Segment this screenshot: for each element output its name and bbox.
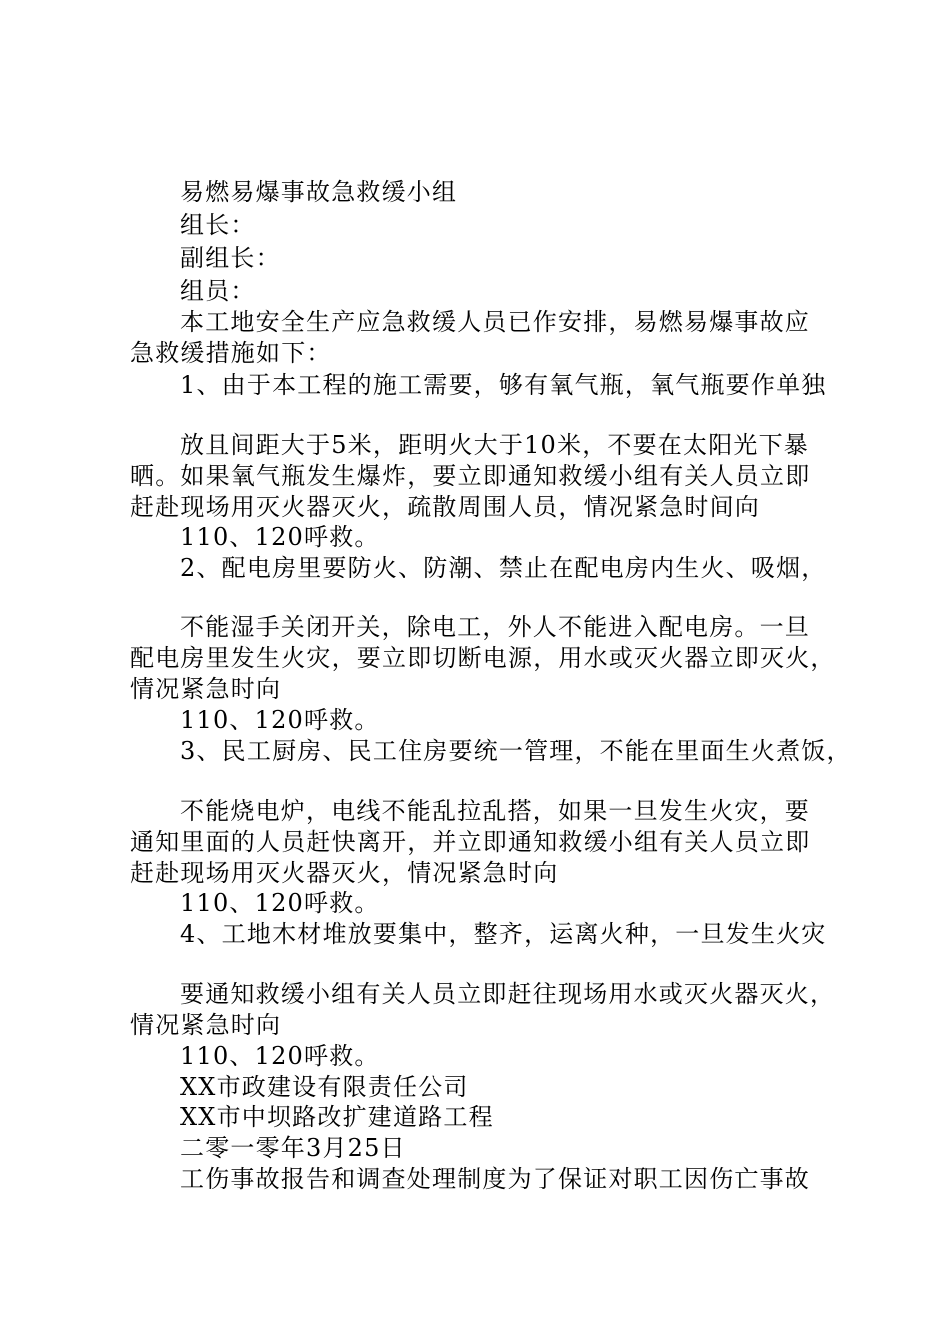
item-4-line-1: 4、工地木材堆放要集中，整齐，运离火种，一旦发生火灾 xyxy=(180,920,827,948)
emergency-call-3: 110、120呼救。 xyxy=(180,889,380,917)
item-3-line-1: 3、民工厨房、民工住房要统一管理，不能在里面生火煮饭， xyxy=(180,737,852,765)
item-1-line-3: 晒。如果氧气瓶发生爆炸，要立即通知救缓小组有关人员立即 xyxy=(130,462,811,490)
item-2-line-4: 情况紧急时向 xyxy=(130,675,282,703)
company-name: XX市政建设有限责任公司 xyxy=(180,1073,469,1101)
intro-line-1: 本工地安全生产应急救缓人员已作安排，易燃易爆事故应 xyxy=(180,308,810,336)
emergency-call-1: 110、120呼救。 xyxy=(180,523,380,551)
group-leader-label: 组长： xyxy=(180,211,256,239)
emergency-call-2: 110、120呼救。 xyxy=(180,706,380,734)
item-2-line-2: 不能湿手关闭开关，除电工，外人不能进入配电房。一旦 xyxy=(180,613,810,641)
item-3-line-3: 通知里面的人员赶快离开，并立即通知救缓小组有关人员立即 xyxy=(130,828,811,856)
item-1-line-4: 赶赴现场用灭火器灭火，疏散周围人员，情况紧急时间向 xyxy=(130,493,760,521)
deputy-leader-label: 副组长： xyxy=(180,244,281,272)
item-1-line-1: 1、由于本工程的施工需要，够有氧气瓶，氧气瓶要作单独 xyxy=(180,371,827,399)
emergency-call-4: 110、120呼救。 xyxy=(180,1042,380,1070)
item-4-line-2: 要通知救缓小组有关人员立即赶往现场用水或灭火器灭火， xyxy=(180,980,836,1008)
item-2-line-3: 配电房里发生火灾，要立即切断电源，用水或灭火器立即灭火， xyxy=(130,644,836,672)
members-label: 组员： xyxy=(180,277,256,305)
intro-line-2: 急救缓措施如下： xyxy=(130,339,332,367)
next-section-line: 工伤事故报告和调查处理制度为了保证对职工因伤亡事故 xyxy=(180,1165,810,1193)
item-3-line-2: 不能烧电炉，电线不能乱拉乱搭，如果一旦发生火灾，要 xyxy=(180,797,810,825)
item-1-line-2: 放且间距大于5米，距明火大于10米，不要在太阳光下暴 xyxy=(180,431,810,459)
item-3-line-4: 赶赴现场用灭火器灭火，情况紧急时向 xyxy=(130,859,559,887)
section-title: 易燃易爆事故急救缓小组 xyxy=(180,178,458,206)
item-2-line-1: 2、配电房里要防火、防潮、禁止在配电房内生火、吸烟， xyxy=(180,554,827,582)
item-4-line-3: 情况紧急时向 xyxy=(130,1011,282,1039)
document-date: 二零一零年3月25日 xyxy=(180,1134,406,1162)
project-name: XX市中坝路改扩建道路工程 xyxy=(180,1103,494,1131)
